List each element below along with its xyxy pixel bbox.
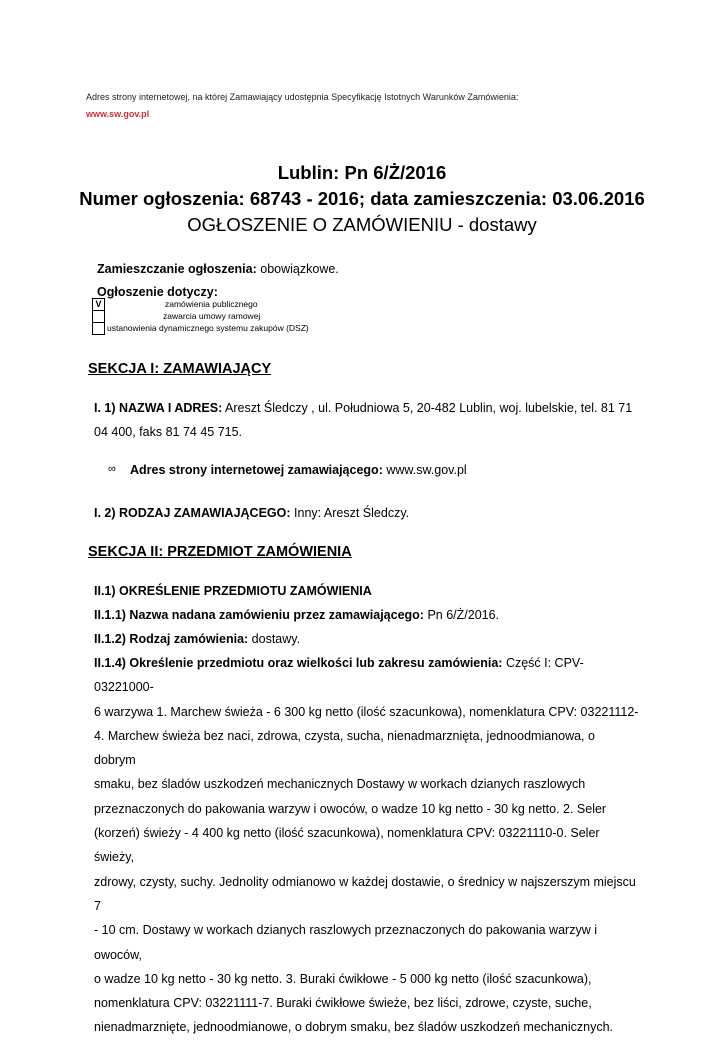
contracting-type-row [94, 506, 409, 520]
posting-label: Zamieszczanie ogłoszenia: [97, 262, 257, 276]
description-line: o wadze 10 kg netto - 30 kg netto. 3. Buraki ćwikłowe - 5 000 kg netto (ilość szacunkowa), [94, 971, 592, 986]
contracting-name-value: Areszt Śledczy , ul. Południowa 5, 20-482 Lublin, woj. lubelskie, tel. 81 71 [222, 401, 633, 415]
bullet-icon: ∞ [108, 463, 116, 475]
concerns-label: Ogłoszenie dotyczy: [97, 285, 218, 299]
contract-name-label: II.1.1) Nazwa nadana zamówieniu przez zamawiającego: [94, 608, 424, 622]
posting-value: obowiązkowe. [256, 262, 339, 276]
contract-kind-row [94, 632, 300, 646]
contracting-name-label: I. 1) NAZWA I ADRES: [94, 401, 223, 415]
description-line: (korzeń) świeży - 4 400 kg netto (ilość szacunkowa), nomenklatura CPV: 03221110-0. Seler świeży, [94, 826, 600, 865]
description-text: Część I: CPV-03221000- [94, 656, 584, 695]
contracting-www-value[interactable]: www.sw.gov.pl [382, 463, 467, 477]
contract-name-row [94, 608, 499, 622]
description-line: - 10 cm. Dostawy w workach dzianych raszlowych przeznaczonych do pakowania warzyw i owoców, [94, 923, 597, 962]
description-line [94, 651, 639, 700]
description-label: II.1.4) Określenie przedmiotu oraz wielkości lub zakresu zamówienia: [94, 656, 503, 670]
description-line: smaku, bez śladów uszkodzeń mechanicznych Dostawy w workach dzianych raszlowych [94, 777, 586, 792]
contracting-www-row [130, 463, 467, 477]
contract-kind-label: II.1.2) Rodzaj zamówienia: [94, 632, 249, 646]
description-line: zdrowy, czysty, suchy. Jednolity odmianowo w każdej dostawie, o średnicy w najszerszym miejscu 7 [94, 874, 636, 913]
posting-row [97, 262, 339, 276]
option-framework: zawarcia umowy ramowej [163, 311, 261, 321]
subject-description [94, 651, 639, 1040]
option-public-contract: zamówienia publicznego [165, 299, 258, 309]
description-line: 6 warzywa 1. Marchew świeża - 6 300 kg netto (ilość szacunkowa), nomenklatura CPV: 03221112- [94, 704, 639, 719]
subject-subheading: II.1) OKREŚLENIE PRZEDMIOTU ZAMÓWIENIA [94, 584, 372, 598]
description-line: przeznaczonych do pakowania warzyw i owoców, o wadze 10 kg netto - 30 kg netto. 2. Seler [94, 801, 607, 816]
contracting-name-cont: 04 400, faks 81 74 45 715. [94, 425, 243, 439]
section-2-heading: SEKCJA II: PRZEDMIOT ZAMÓWIENIA [88, 544, 352, 560]
announcement-number: Numer ogłoszenia: 68743 - 2016; data zamieszczenia: 03.06.2016 [79, 188, 645, 209]
siwz-url-link[interactable]: www.sw.gov.pl [86, 109, 150, 119]
contract-kind-value: dostawy. [248, 632, 301, 646]
checkbox-public-contract[interactable]: V [92, 298, 105, 311]
document-title: Lublin: Pn 6/Ż/2016 [277, 162, 447, 183]
description-line: 4. Marchew świeża bez naci, zdrowa, czysta, sucha, nienadmarznięta, jednoodmianowa, o dobrym [94, 728, 595, 768]
section-1-heading: SEKCJA I: ZAMAWIAJĄCY [88, 361, 272, 377]
option-dsz: ustanowienia dynamicznego systemu zakupów (DSZ) [107, 323, 309, 333]
contracting-type-value: Inny: Areszt Śledczy. [290, 506, 410, 520]
siwz-address-note: Adres strony internetowej, na której Zamawiający udostępnia Specyfikację Istotnych Warunków Zamówienia: [86, 92, 519, 102]
contracting-name-row [94, 401, 632, 415]
contracting-type-label: I. 2) RODZAJ ZAMAWIAJĄCEGO: [94, 506, 291, 520]
contract-name-value: Pn 6/Ż/2016. [423, 608, 500, 622]
description-line: nomenklatura CPV: 03221111-7. Buraki ćwikłowe świeże, bez liści, zdrowe, czyste, suche, [94, 996, 592, 1011]
contracting-www-label: Adres strony internetowej zamawiającego: [130, 463, 383, 477]
announcement-type: OGŁOSZENIE O ZAMÓWIENIU - dostawy [187, 214, 537, 235]
description-line: nienadmarznięte, jednoodmianowe, o dobrym smaku, bez śladów uszkodzeń mechanicznych. [94, 1020, 614, 1035]
checkbox-dsz[interactable] [92, 322, 105, 335]
